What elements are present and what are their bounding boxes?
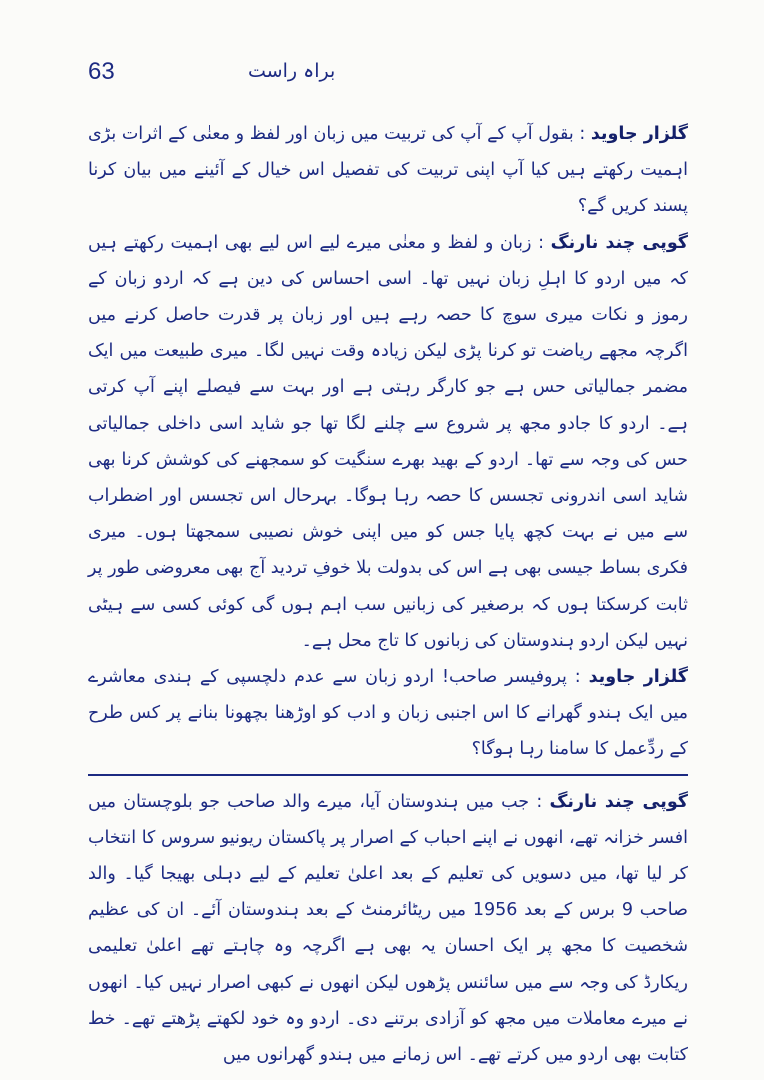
paragraph-text: : پروفیسر صاحب! اردو زبان سے عدم دلچسپی کے ہندی معاشرے میں ایک ہندو گھرانے کا اس اجنبی زبان و ادب کو اوڑھنا بچھونا بنانے پر کس طرح کے ردِّعمل کا سامنا رہا ہوگا؟: [88, 667, 688, 760]
page-header: [88, 58, 648, 94]
speaker-name: گوپی چند نارنگ: [550, 232, 688, 253]
speaker-name: گلزار جاوید: [590, 124, 688, 144]
running-title: براہ راست: [248, 60, 336, 82]
speaker-name: گوپی چند نارنگ: [549, 791, 688, 812]
page-number: 63: [88, 58, 115, 85]
speaker-name: گلزار جاوید: [588, 667, 688, 688]
dialogue-paragraph-4: [88, 784, 688, 1074]
dialogue-paragraph-2: [88, 225, 688, 659]
paragraph-text: : زبان و لفظ و معنٰی میرے لیے اس لیے بھی اہمیت رکھتے ہیں کہ میں اردو کا اہلِ زبان نہیں تھا۔ اسی احساس کی دین ہے کہ اردو زبان کے رموز و نکات میری سوچ کا حصہ رہے ہیں اور زبان پر قدرت حاصل کرنے میں اگرچہ مجھے ریاضت تو کرنا پڑی لیکن زیادہ وقت نہیں لگا۔ میری طبیعت میں ایک مضمر جمالیاتی حس ہے جو کارگر رہتی ہے اور بہت سے فیصلے اپنے آپ کرتی ہے۔ اردو کا جادو مجھ پر شروع سے چلنے لگا تھا جو شاید اسی داخلی جمالیاتی حس کی وجہ سے تھا۔ اردو کے بھید بھرے سنگیت کو سمجھنے کی کوشش کرنا بھی شاید اسی اندرونی تجسس کا حصہ رہا ہوگا۔ بہرحال اس تجسس اور اضطراب سے میں نے بہت کچھ پایا جس کو میں اپنی خوش نصیبی سمجھتا ہوں۔ میری فکری بساط جیسی بھی ہے اس کی بدولت بلا خوفِ تردید آج بھی معروضی طور پر ثابت کرسکتا ہوں کہ برصغیر کی زبانیں سب اہم ہوں گی کوئی کسی سے ہیٹی نہیں لیکن اردو ہندوستان کی زبانوں کا تاج محل ہے۔: [88, 232, 688, 651]
dialogue-paragraph-1: [88, 116, 688, 225]
page-body: [88, 116, 688, 1073]
section-divider: [88, 774, 688, 776]
dialogue-paragraph-3: [88, 659, 688, 768]
paragraph-text: : جب میں ہندوستان آیا، میرے والد صاحب جو بلوچستان میں افسر خزانہ تھے، انھوں نے اپنے احباب کے اصرار پر پاکستان ریونیو سروس کا انتخاب کر لیا تھا، میں دسویں کی تعلیم کے بعد اعلیٰ تعلیم کے لیے دہلی بھیجا گیا۔ والد صاحب 9 برس کے بعد 1956 میں ریٹائرمنٹ کے بعد ہندوستان آئے۔ ان کی عظیم شخصیت کا مجھ پر ایک احسان یہ بھی ہے اگرچہ وہ چاہتے تھے اعلیٰ تعلیمی ریکارڈ کی وجہ سے میں سائنس پڑھوں لیکن انھوں نے کبھی اصرار نہیں کیا۔ انھوں نے میرے معاملات میں مجھ کو آزادی برتنے دی۔ اردو وہ خود لکھتے پڑھتے تھے۔ خط کتابت بھی اردو میں کرتے تھے۔ اس زمانے میں ہندو گھرانوں میں: [88, 791, 688, 1066]
paragraph-text: : بقول آپ کے آپ کی تربیت میں زبان اور لفظ و معنٰی کے اثرات بڑی اہمیت رکھتے ہیں کیا آپ اپنی تربیت کی تفصیل اس خیال کے آئینے میں بیان کرنا پسند کریں گے؟: [88, 124, 688, 217]
